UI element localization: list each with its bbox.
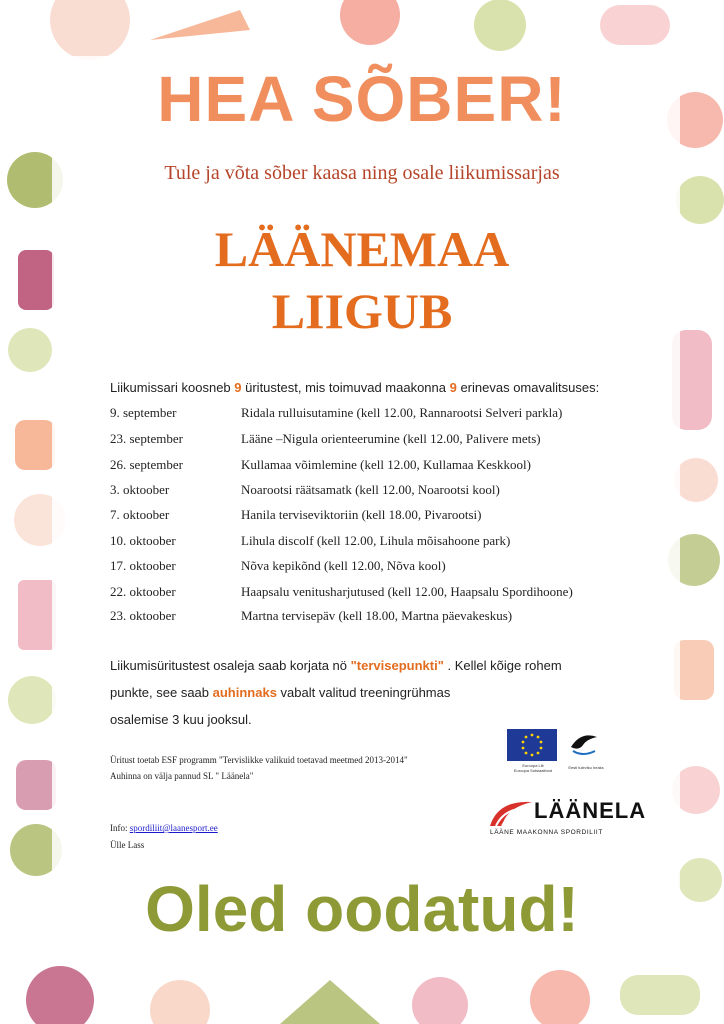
prize-highlight: auhinnaks xyxy=(212,685,277,700)
intro-part2: üritustest, mis toimuvad maakonna xyxy=(241,380,450,395)
schedule-event: Nõva kepikõnd (kell 12.00, Nõva kool) xyxy=(241,558,446,573)
event-name-line2: LIIGUB xyxy=(271,283,453,339)
schedule-date: 23. oktoober xyxy=(110,608,176,623)
schedule-date: 7. oktoober xyxy=(110,507,170,522)
eu-flag-icon xyxy=(507,729,557,761)
schedule-event: Martna tervisepäv (kell 18.00, Martna päevakeskus) xyxy=(241,608,513,623)
schedule-date: 10. oktoober xyxy=(110,533,176,548)
contact-info xyxy=(110,823,218,833)
schedule-event: Hanila terviseviktoriin (kell 18.00, Pivarootsi) xyxy=(241,507,482,522)
eu-label-line1: Euroopa Liit xyxy=(522,763,544,768)
prize-text: Liikumisüritustest osaleja saab korjata nö xyxy=(110,658,351,673)
eu-label xyxy=(505,763,561,773)
schedule-event: Kullamaa võimlemine (kell 12.00, Kullamaa Keskkool) xyxy=(241,457,531,472)
prize-text: vabalt valitud treeningrühmas xyxy=(276,685,451,700)
prize-text: . Kellel kõige rohem xyxy=(443,658,562,673)
schedule-event: Lääne –Nigula orienteerumine (kell 12.00, Palivere mets) xyxy=(241,431,541,446)
prize-line1 xyxy=(110,658,562,673)
intro-count-events: 9 xyxy=(234,380,242,395)
laanela-swoosh-icon xyxy=(488,798,534,828)
estonia-swallow-icon xyxy=(569,729,599,759)
laanela-name: LÄÄNELA xyxy=(534,798,647,823)
schedule-event: Noarootsi räätsamatk (kell 12.00, Noarootsi kool) xyxy=(241,482,500,497)
page-subtitle: Tule ja võta sõber kaasa ning osale liikumissarjas xyxy=(164,162,560,184)
prize-line3: osalemise 3 kuu jooksul. xyxy=(110,712,252,727)
support-line2: Auhinna on välja pannud SL " Läänela" xyxy=(110,771,254,781)
points-highlight: "tervisepunkti" xyxy=(350,658,444,673)
laanela-logo xyxy=(488,796,647,842)
prize-line2 xyxy=(110,685,450,700)
intro-part3: erinevas omavalitsuses: xyxy=(456,380,600,395)
schedule-date: 9. september xyxy=(110,405,177,420)
schedule-date: 17. oktoober xyxy=(110,558,176,573)
intro-count-municipalities: 9 xyxy=(449,380,457,395)
contact-email-link[interactable]: spordiliit@laanesport.ee xyxy=(129,823,218,833)
schedule-event: Lihula discolf (kell 12.00, Lihula mõisahoone park) xyxy=(241,533,511,548)
page-title: HEA SÕBER! xyxy=(157,63,567,135)
intro-text xyxy=(110,380,599,395)
schedule-date: 26. september xyxy=(110,457,183,472)
schedule-event: Haapsalu venitusharjutused (kell 12.00, Haapsalu Spordihoone) xyxy=(241,584,573,599)
contact-label: Info: xyxy=(110,823,130,833)
laanela-tagline: LÄÄNE MAAKONNA SPORDILIIT xyxy=(490,829,603,836)
event-name-line1: LÄÄNEMAA xyxy=(214,221,510,277)
closing-message: Oled oodatud! xyxy=(145,873,579,945)
contact-person: Ülle Lass xyxy=(110,840,145,850)
eu-label-line2: Euroopa Sotsiaalfond xyxy=(513,768,553,773)
schedule-event: Ridala rulluisutamine (kell 12.00, Rannarootsi Selveri parkla) xyxy=(241,405,563,420)
schedule-date: 23. september xyxy=(110,431,183,446)
prize-text: punkte, see saab xyxy=(110,685,213,700)
schedule-date: 22. oktoober xyxy=(110,584,176,599)
support-line1: Üritust toetab ESF programm "Tervislikke valikuid toetavad meetmed 2013-2014" xyxy=(110,755,408,765)
schedule-date: 3. oktoober xyxy=(110,482,170,497)
intro-part1: Liikumissari koosneb xyxy=(110,380,235,395)
estonia-label: Eesti tuleviku heaks xyxy=(568,765,604,770)
sponsor-logos xyxy=(503,725,613,781)
